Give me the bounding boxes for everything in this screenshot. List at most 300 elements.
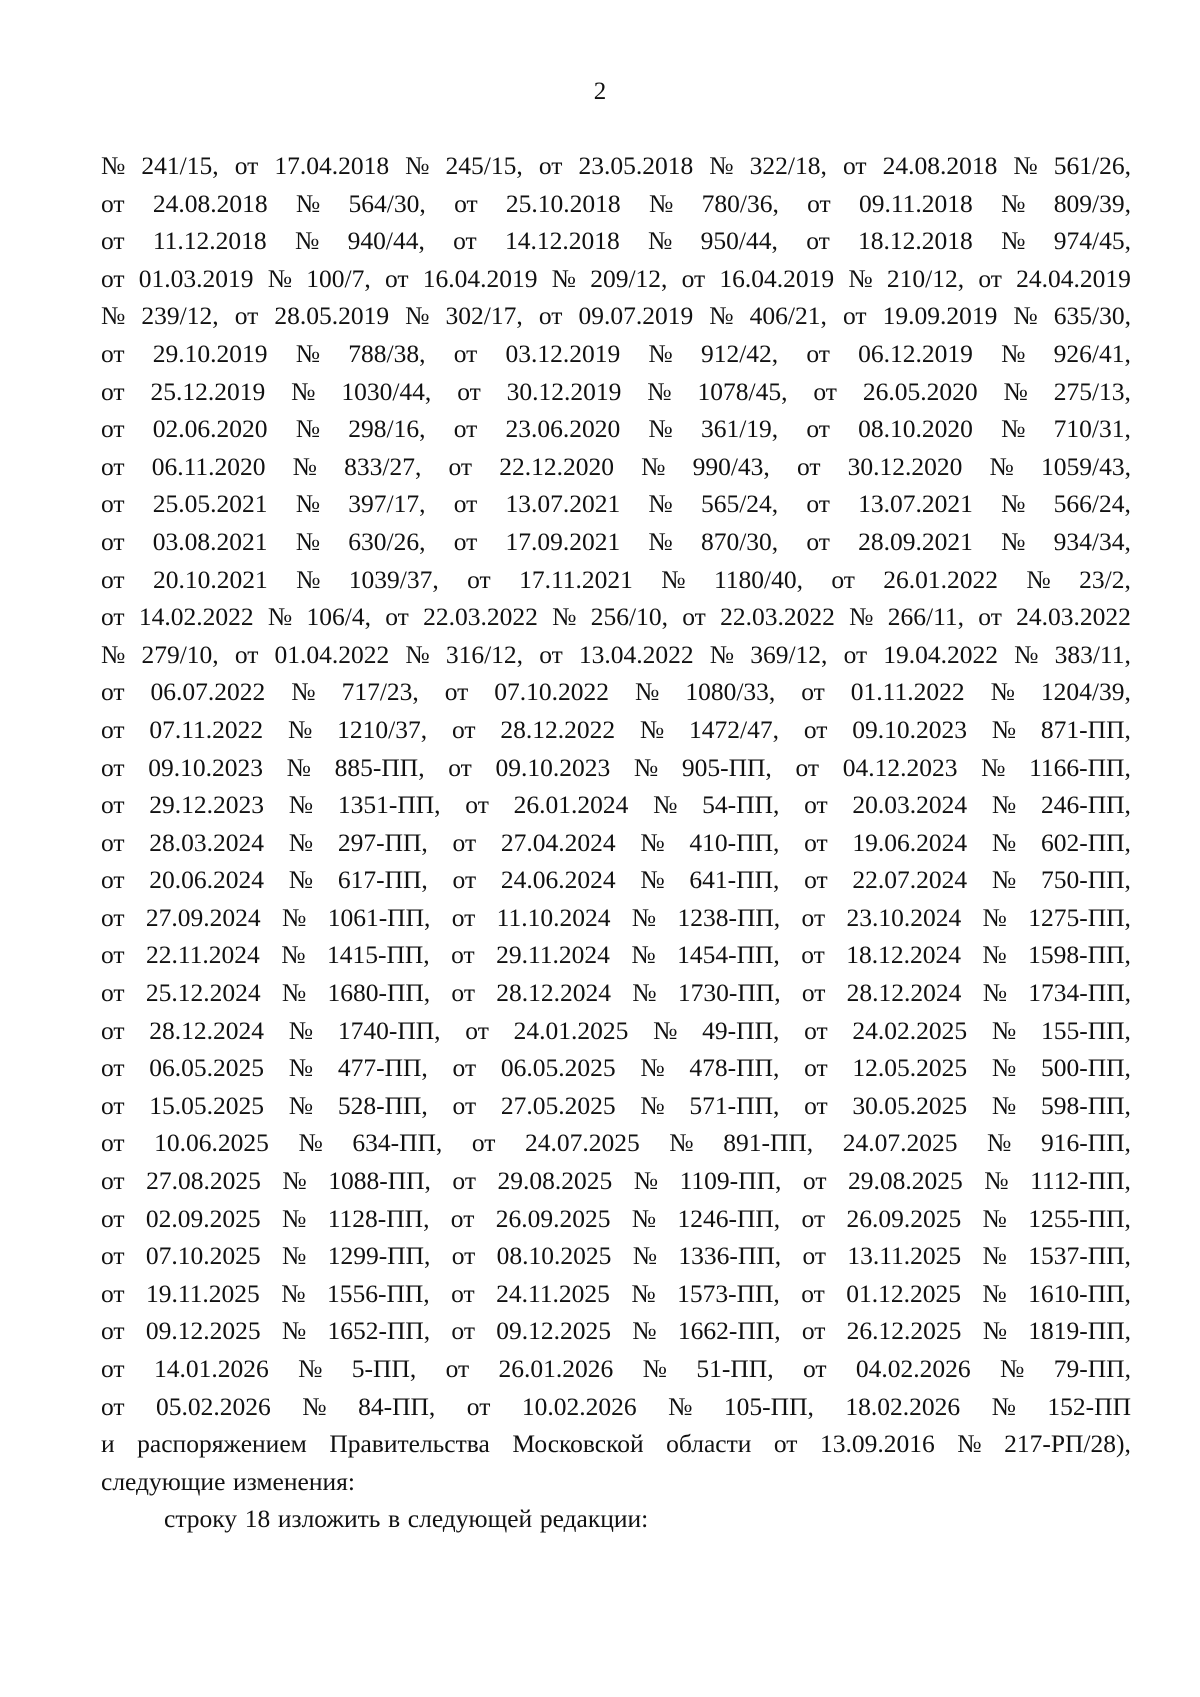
text-word: № <box>1013 301 1038 331</box>
text-word: 1128-ПП, <box>327 1203 430 1233</box>
text-word: 1059/43, <box>1041 451 1131 481</box>
text-word: 1472/47, <box>689 714 779 744</box>
text-word: № <box>991 790 1017 820</box>
text-word: от <box>385 602 409 632</box>
body-text <box>101 147 1131 1538</box>
text-word: 209/12, <box>590 263 668 293</box>
text-word: от <box>802 1166 827 1196</box>
text-word: от <box>450 1203 475 1233</box>
text-word: 84-ПП, <box>358 1391 436 1421</box>
text-word: от <box>101 263 125 293</box>
text-word: от <box>454 188 478 218</box>
text-word: от <box>804 865 828 895</box>
text-word: 18.12.2024 <box>846 940 961 970</box>
text-word: № <box>982 1241 1007 1271</box>
text-word: 750-ПП, <box>1040 865 1131 895</box>
text-word: № <box>298 1128 323 1158</box>
text-word: 09.10.2023 <box>852 714 967 744</box>
text-word: № <box>101 639 126 669</box>
text-word: № <box>292 451 317 481</box>
text-word: 30.05.2025 <box>852 1090 968 1120</box>
text-word: от <box>978 263 1002 293</box>
text-word: № <box>982 1316 1008 1346</box>
text-word: 788/38, <box>348 338 426 368</box>
text-word: № <box>1001 414 1026 444</box>
text-word: № <box>957 1429 982 1459</box>
text-word: 19.11.2025 <box>145 1278 260 1308</box>
text-word: № <box>267 263 293 293</box>
text-word: № <box>709 301 734 331</box>
text-word: 256/10, <box>590 602 668 632</box>
text-word: 17.11.2021 <box>519 564 633 594</box>
text-word: № <box>640 865 665 895</box>
text-word: № <box>987 1128 1012 1158</box>
text-line <box>101 1425 1131 1463</box>
text-word: 22.03.2022 <box>720 602 835 632</box>
text-word: от <box>101 226 125 256</box>
text-word: 24.01.2025 <box>513 1015 629 1045</box>
text-word: 1039/37, <box>348 564 439 594</box>
text-line <box>101 1312 1131 1350</box>
text-word: от <box>803 714 828 744</box>
text-word: 1246-ПП, <box>677 1203 781 1233</box>
text-line <box>101 1237 1131 1275</box>
text-word: 29.08.2025 <box>497 1166 613 1196</box>
text-word: № <box>991 714 1017 744</box>
text-word: 1078/45, <box>697 376 788 406</box>
text-line <box>101 147 1131 185</box>
text-word: 26.01.2024 <box>513 790 629 820</box>
text-word: 410-ПП, <box>689 827 780 857</box>
text-word: 16.04.2019 <box>719 263 835 293</box>
text-word: № <box>286 752 311 782</box>
text-word: 710/31, <box>1053 414 1131 444</box>
text-word: № <box>101 301 126 331</box>
text-word: 28.12.2024 <box>149 1015 265 1045</box>
text-word: № <box>709 151 734 180</box>
text-word: № <box>635 677 660 707</box>
text-word: 22.11.2024 <box>145 940 260 970</box>
text-word: от <box>101 752 125 782</box>
text-word: 809/39, <box>1053 188 1131 218</box>
text-line <box>101 335 1131 373</box>
text-word: от <box>804 1090 828 1120</box>
text-word: № <box>991 865 1017 895</box>
text-word: 217-РП/28), <box>1004 1429 1131 1459</box>
text-word: от <box>452 1053 477 1083</box>
text-word: 01.04.2022 <box>274 639 390 669</box>
text-word: 833/27, <box>344 451 422 481</box>
text-word: № <box>282 902 307 932</box>
text-word: 1819-ПП, <box>1028 1316 1131 1346</box>
text-word: 24.02.2025 <box>852 1015 968 1045</box>
text-line <box>101 1200 1131 1238</box>
text-word: № <box>632 1316 657 1346</box>
text-word: 566/24, <box>1053 489 1131 519</box>
text-word: от <box>101 1316 125 1346</box>
text-word: от <box>234 151 259 180</box>
text-word: № <box>648 338 673 368</box>
text-word: 1680-ПП, <box>327 978 431 1008</box>
text-line <box>101 974 1131 1012</box>
text-word: 105-ПП, <box>723 1391 814 1421</box>
text-word: 926/41, <box>1053 338 1131 368</box>
text-word: от <box>101 714 125 744</box>
text-word: № <box>294 226 320 256</box>
text-word: 1351-ПП, <box>337 790 441 820</box>
text-word: распоряжением <box>137 1429 307 1459</box>
text-word: от <box>101 489 125 519</box>
text-word: 09.12.2025 <box>496 1316 611 1346</box>
text-word: 28.12.2024 <box>496 978 611 1008</box>
text-line <box>101 260 1131 298</box>
text-word: 17.09.2021 <box>505 526 621 556</box>
text-word: 1080/33, <box>685 677 776 707</box>
text-word: № <box>669 1128 694 1158</box>
text-word: 406/21, <box>749 301 827 331</box>
text-word: 09.07.2019 <box>578 301 694 331</box>
text-word: 369/12, <box>750 639 828 669</box>
text-word: 28.09.2021 <box>858 526 973 556</box>
text-word: № <box>989 451 1014 481</box>
text-word: от <box>467 564 491 594</box>
text-word: от <box>801 1316 826 1346</box>
text-word: от <box>453 489 478 519</box>
text-line <box>101 561 1131 599</box>
text-word: от <box>101 564 125 594</box>
text-word: № <box>281 978 307 1008</box>
text-line <box>101 485 1131 523</box>
text-word: от <box>451 1241 476 1271</box>
text-line <box>101 297 1131 335</box>
text-word: 106/4, <box>306 602 371 632</box>
text-word: от <box>451 902 476 932</box>
text-word: 16.04.2019 <box>422 263 538 293</box>
text-line <box>101 1087 1131 1125</box>
text-word: от <box>539 639 563 669</box>
text-word: Московской <box>512 1429 644 1459</box>
text-word: 1662-ПП, <box>677 1316 781 1346</box>
text-word: 24.06.2024 <box>500 865 616 895</box>
text-word: от <box>234 639 259 669</box>
text-word: 02.06.2020 <box>152 414 268 444</box>
text-word: № <box>1001 226 1026 256</box>
text-word: 598-ПП, <box>1040 1090 1131 1120</box>
text-word: 1210/37, <box>337 714 428 744</box>
text-word: 06.05.2025 <box>500 1053 616 1083</box>
text-word: № <box>405 151 430 180</box>
text-word: № <box>661 564 686 594</box>
text-word: 1238-ПП, <box>677 902 781 932</box>
text-word: от <box>101 790 125 820</box>
text-word: от <box>804 790 828 820</box>
text-word: 565/24, <box>700 489 779 519</box>
text-word: 29.12.2023 <box>149 790 265 820</box>
text-word: № <box>291 677 316 707</box>
text-word: № <box>642 1354 668 1383</box>
text-word: 22.03.2022 <box>423 602 538 632</box>
text-line <box>101 1350 1131 1388</box>
text-word: от <box>451 978 475 1008</box>
text-word: № <box>101 151 126 180</box>
text-word: 25.05.2021 <box>152 489 268 519</box>
text-word: 15.05.2025 <box>149 1090 265 1120</box>
text-word: 100/7, <box>306 263 371 293</box>
text-word: № <box>288 790 314 820</box>
text-word: 27.09.2024 <box>145 902 261 932</box>
text-word: 10.06.2025 <box>154 1128 269 1158</box>
text-word: 18.02.2026 <box>845 1391 961 1421</box>
text-line <box>101 1049 1131 1087</box>
text-word: № <box>281 940 306 970</box>
text-word: 905-ПП, <box>681 752 772 782</box>
text-word: 322/18, <box>749 151 827 180</box>
text-word: 5-ПП, <box>351 1354 417 1383</box>
text-word: 1255-ПП, <box>1028 1203 1131 1233</box>
text-line <box>101 1463 1131 1501</box>
text-word: 155-ПП, <box>1040 1015 1131 1045</box>
text-word: от <box>773 1429 798 1459</box>
text-word: Правительства <box>329 1429 490 1459</box>
text-word: от <box>843 639 868 669</box>
text-word: 361/19, <box>700 414 779 444</box>
text-word: от <box>444 677 469 707</box>
text-word: № <box>288 1090 314 1120</box>
text-word: 24.07.2025 <box>842 1128 958 1158</box>
text-word: № <box>641 451 666 481</box>
text-word: № <box>632 1241 658 1271</box>
text-word: 79-ПП, <box>1053 1354 1131 1383</box>
text-word: 26.01.2026 <box>498 1354 614 1383</box>
text-word: 11.12.2018 <box>152 226 267 256</box>
text-word: 717/23, <box>341 677 419 707</box>
text-word: 1088-ПП, <box>328 1166 431 1196</box>
text-word: 241/15, <box>141 151 219 180</box>
text-word: 1204/39, <box>1040 677 1131 707</box>
text-word: 19.06.2024 <box>852 827 968 857</box>
text-word: № <box>1003 376 1028 406</box>
text-word: 04.12.2023 <box>842 752 958 782</box>
text-word: № <box>991 1391 1016 1421</box>
text-word: от <box>451 714 476 744</box>
text-word: от <box>101 940 125 970</box>
text-word: от <box>801 1203 826 1233</box>
text-word: № <box>1001 526 1026 556</box>
text-word: 28.12.2022 <box>500 714 616 744</box>
text-word: 30.12.2020 <box>847 451 963 481</box>
text-word: 01.12.2025 <box>846 1278 961 1308</box>
text-word: от <box>101 414 125 444</box>
text-word: 07.10.2025 <box>145 1241 261 1271</box>
text-word: 09.11.2018 <box>858 188 973 218</box>
text-word: № <box>653 1015 678 1045</box>
text-word: 298/16, <box>348 414 426 444</box>
text-word: 934/34, <box>1053 526 1131 556</box>
text-word: 275/13, <box>1053 376 1131 406</box>
text-word: 08.10.2025 <box>496 1241 612 1271</box>
text-word: от <box>806 489 830 519</box>
text-line <box>101 861 1131 899</box>
text-word: от <box>101 1166 125 1196</box>
text-word: 29.08.2025 <box>847 1166 963 1196</box>
text-word: 1734-ПП, <box>1028 978 1131 1008</box>
text-line <box>101 711 1131 749</box>
text-line <box>101 222 1131 260</box>
text-line <box>101 523 1131 561</box>
text-word: 245/15, <box>445 151 523 180</box>
text-word: 1730-ПП, <box>677 978 781 1008</box>
text-line <box>101 899 1131 937</box>
text-word: 27.05.2025 <box>500 1090 616 1120</box>
text-word: 564/30, <box>348 188 426 218</box>
text-word: 01.03.2019 <box>138 263 254 293</box>
text-word: от <box>101 1278 125 1308</box>
text-line <box>101 936 1131 974</box>
text-word: 29.10.2019 <box>152 338 268 368</box>
text-line <box>101 1012 1131 1050</box>
text-word: 1610-ПП, <box>1028 1278 1131 1308</box>
text-word: № <box>405 301 430 331</box>
text-word: 54-ПП, <box>702 790 780 820</box>
text-word: от <box>804 1015 828 1045</box>
text-word: от <box>101 1015 125 1045</box>
text-word: 239/12, <box>141 301 219 331</box>
text-word: № <box>1013 151 1038 180</box>
text-word: 26.09.2025 <box>495 1203 611 1233</box>
text-word: 24.04.2019 <box>1016 263 1131 293</box>
text-word: № <box>631 1278 656 1308</box>
text-word: от <box>453 526 478 556</box>
text-word: от <box>384 263 409 293</box>
text-word: от <box>101 1090 125 1120</box>
text-word: 602-ПП, <box>1040 827 1131 857</box>
text-word: 912/42, <box>700 338 779 368</box>
text-word: 20.10.2021 <box>152 564 268 594</box>
text-word: от <box>453 226 477 256</box>
text-word: 13.07.2021 <box>858 489 973 519</box>
text-word: № <box>288 1015 314 1045</box>
text-word: № <box>631 1203 657 1233</box>
text-word: от <box>101 1053 125 1083</box>
text-word: от <box>801 940 825 970</box>
text-word: № <box>648 526 673 556</box>
text-word: области <box>666 1429 752 1459</box>
text-word: 27.04.2024 <box>500 827 616 857</box>
text-word: от <box>807 188 831 218</box>
text-word: № <box>982 978 1008 1008</box>
text-word: от <box>796 451 821 481</box>
text-word: 13.11.2025 <box>847 1241 962 1271</box>
text-word: 950/44, <box>700 226 778 256</box>
text-word: 1166-ПП, <box>1029 752 1131 782</box>
text-word: от <box>681 263 706 293</box>
text-word: 03.08.2021 <box>152 526 268 556</box>
text-word: № <box>1001 338 1026 368</box>
text-word: № <box>282 1203 307 1233</box>
text-word: № <box>709 639 735 669</box>
text-word: № <box>640 1053 665 1083</box>
text-word: 617-ПП, <box>337 865 428 895</box>
text-word: от <box>465 790 489 820</box>
text-line <box>101 448 1131 486</box>
text-word: № <box>281 1316 307 1346</box>
text-word: от <box>457 376 481 406</box>
text-word: от <box>101 376 125 406</box>
text-word: № <box>295 414 321 444</box>
text-word: 1537-ПП, <box>1028 1241 1131 1271</box>
text-word: 871-ПП, <box>1040 714 1131 744</box>
text-word: 1112-ПП, <box>1030 1166 1131 1196</box>
text-word: 28.12.2024 <box>846 978 962 1008</box>
text-word: от <box>466 1391 491 1421</box>
text-word: от <box>101 1241 125 1271</box>
text-word: 24.03.2022 <box>1016 602 1131 632</box>
text-line <box>101 410 1131 448</box>
text-word: № <box>288 827 314 857</box>
text-word: 08.10.2020 <box>858 414 973 444</box>
text-word: № <box>302 1391 327 1421</box>
text-word: № <box>982 940 1007 970</box>
text-word: № <box>1001 188 1026 218</box>
text-word: от <box>101 1391 125 1421</box>
text-word: от <box>801 677 825 707</box>
text-word: от <box>801 978 826 1008</box>
text-word: от <box>234 301 259 331</box>
text-word: № <box>639 714 665 744</box>
text-word: 01.11.2022 <box>850 677 965 707</box>
text-word: 1573-ПП, <box>677 1278 780 1308</box>
text-word: № <box>1014 639 1039 669</box>
text-word: № <box>991 1053 1017 1083</box>
text-word: 302/17, <box>445 301 523 331</box>
text-word: от <box>101 526 125 556</box>
text-word: следующей <box>407 1504 533 1534</box>
text-word: № <box>288 714 313 744</box>
text-word: строку <box>164 1504 238 1534</box>
text-line <box>101 824 1131 862</box>
text-word: от <box>806 226 830 256</box>
text-word: 1109-ПП, <box>679 1166 782 1196</box>
text-word: следующие <box>101 1466 226 1496</box>
text-word: 14.01.2026 <box>153 1354 269 1383</box>
text-word: от <box>806 414 830 444</box>
text-word: 635/30, <box>1053 301 1131 331</box>
text-word: 27.08.2025 <box>146 1166 261 1196</box>
text-word: от <box>101 677 125 707</box>
text-word: от <box>451 1278 475 1308</box>
text-word: 12.05.2025 <box>852 1053 968 1083</box>
text-word: от <box>801 902 826 932</box>
text-word: 630/26, <box>348 526 426 556</box>
text-word: № <box>551 263 576 293</box>
text-word: № <box>631 940 656 970</box>
text-word: от <box>538 151 563 180</box>
text-word: № <box>640 1090 665 1120</box>
text-word: от <box>101 1354 125 1383</box>
text-word: 28.03.2024 <box>149 827 265 857</box>
text-word: от <box>465 1015 489 1045</box>
text-word: 634-ПП, <box>352 1128 443 1158</box>
text-word: № <box>288 865 314 895</box>
text-word: и <box>101 1429 115 1459</box>
text-word: 22.07.2024 <box>852 865 968 895</box>
text-word: 990/43, <box>692 451 770 481</box>
text-word: от <box>452 827 477 857</box>
text-word: № <box>848 263 873 293</box>
text-word: от <box>101 188 125 218</box>
text-word: № <box>990 677 1015 707</box>
text-word: 18.12.2018 <box>858 226 973 256</box>
